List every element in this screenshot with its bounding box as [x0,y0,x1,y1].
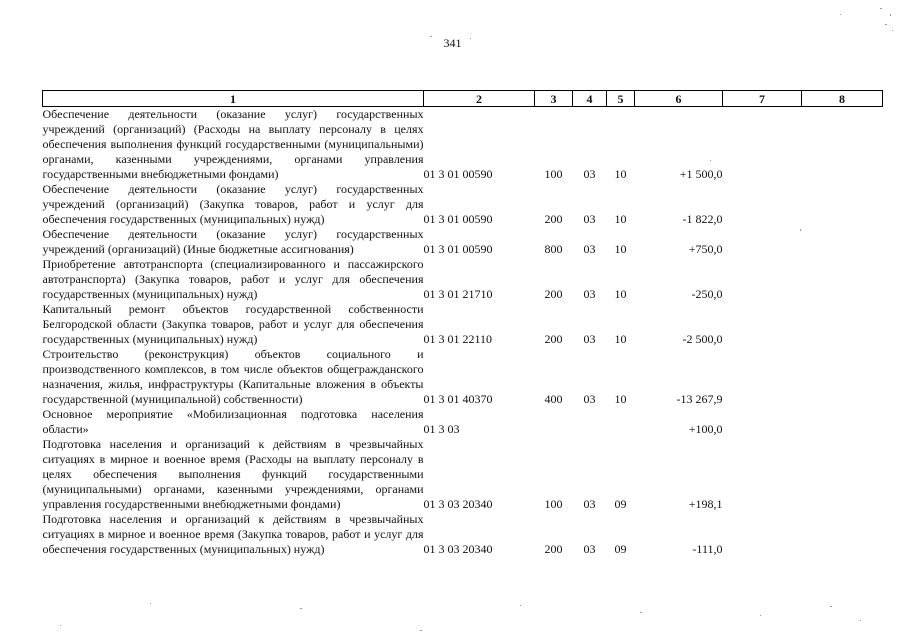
row-subsection: 09 [614,497,627,511]
row-amount: -1 822,0 [682,212,723,226]
row-expense-type: 800 [544,242,563,256]
row-name: Подготовка населения и организаций к действиям в чрезвычайных ситуациях в мирное и военное время (Расходы на выплату персоналу в целях обеспечения выполнения функций государственными (муниципальными) органами, казенными учреждениями, органами управления государственными внебюджетными фондами) [42,437,424,511]
header-col-5: 5 [607,91,635,107]
row-expense-type: 200 [544,212,563,226]
row-code: 01 3 03 20340 [423,542,493,556]
row-expense-type: 100 [544,167,563,181]
header-col-6: 6 [635,91,723,107]
row-col-7 [723,347,802,407]
row-code: 01 3 03 20340 [423,497,493,511]
row-name: Подготовка населения и организаций к действиям в чрезвычайных ситуациях в мирное и военное время (Закупка товаров, работ и услуг для обеспечения государственных (муниципальных) нужд) [42,512,424,556]
row-col-7 [723,302,802,347]
row-col-8 [802,512,883,557]
row-amount: +1 500,0 [679,167,723,181]
table-row [43,107,883,183]
row-code: 01 3 01 00590 [423,242,493,256]
row-code: 01 3 01 00590 [423,212,493,226]
header-col-3: 3 [535,91,573,107]
row-amount: -13 267,9 [676,392,723,406]
row-subsection: 10 [614,332,627,346]
row-name: Обеспечение деятельности (оказание услуг) государственных учреждений (организаций) (Расходы на выплату персоналу в целях обеспечения выполнения функций государственными (муниципальными) органами, казенными учреждениями, органами управления государственными внебюджетными фондами) [42,107,424,181]
row-code: 01 3 03 [423,422,460,436]
row-col-8 [802,182,883,227]
row-code: 01 3 01 21710 [423,287,493,301]
row-section: 03 [583,332,596,346]
row-subsection: 10 [614,392,627,406]
row-col-8 [802,407,883,437]
row-amount: -2 500,0 [682,332,723,346]
header-col-1: 1 [43,91,424,107]
row-section: 03 [583,242,596,256]
row-section: 03 [583,497,596,511]
row-expense-type: 100 [544,497,563,511]
row-subsection: 10 [614,167,627,181]
row-section [573,407,607,437]
row-col-7 [723,227,802,257]
row-amount: +750,0 [688,242,723,256]
row-col-8 [802,107,883,183]
table-row [43,407,883,437]
row-col-7 [723,437,802,512]
row-section: 03 [583,287,596,301]
row-name: Капитальный ремонт объектов государственной собственности Белгородской области (Закупка товаров, работ и услуг для обеспечения государственных (муниципальных) нужд) [42,302,424,346]
row-section: 03 [583,542,596,556]
header-row [43,91,883,107]
row-expense-type: 400 [544,392,563,406]
row-expense-type: 200 [544,542,563,556]
row-code: 01 3 01 22110 [423,332,493,346]
row-col-7 [723,107,802,183]
row-col-7 [723,407,802,437]
row-expense-type [535,407,573,437]
table-row [43,257,883,302]
row-section: 03 [583,392,596,406]
row-name: Строительство (реконструкция) объектов социального и производственного комплексов, в том числе объектов общегражданского назначения, жилья, инфраструктуры (Капитальные вложения в объекты государственной (муниципальной) собственности) [42,347,424,406]
header-col-7: 7 [723,91,802,107]
row-amount: -111,0 [692,542,723,556]
row-section: 03 [583,212,596,226]
row-col-7 [723,182,802,227]
row-subsection: 10 [614,212,627,226]
row-code: 01 3 01 40370 [423,392,493,406]
row-col-7 [723,512,802,557]
table-row [43,437,883,512]
row-amount: +100,0 [688,422,723,436]
row-code: 01 3 01 00590 [423,167,493,181]
row-name: Обеспечение деятельности (оказание услуг) государственных учреждений (организаций) (Закупка товаров, работ и услуг для обеспечения государственных (муниципальных) нужд) [42,182,424,226]
row-subsection: 10 [614,242,627,256]
row-col-8 [802,302,883,347]
row-subsection [607,407,635,437]
row-amount: +198,1 [688,497,723,511]
row-col-8 [802,347,883,407]
table-row [43,182,883,227]
row-expense-type: 200 [544,287,563,301]
budget-table [42,90,883,557]
page-number: 341 [443,36,462,50]
table-row [43,512,883,557]
table-row [43,347,883,407]
table-row [43,227,883,257]
row-col-7 [723,257,802,302]
row-name: Обеспечение деятельности (оказание услуг) государственных учреждений (организаций) (Иные бюджетные ассигнования) [42,227,424,256]
row-section: 03 [583,167,596,181]
header-col-4: 4 [573,91,607,107]
row-expense-type: 200 [544,332,563,346]
row-col-8 [802,257,883,302]
row-subsection: 09 [614,542,627,556]
row-name: Основное мероприятие «Мобилизационная подготовка населения области» [42,407,424,436]
table-row [43,302,883,347]
row-name: Приобретение автотранспорта (специализированного и пассажирского автотранспорта) (Закупка товаров, работ и услуг для обеспечения государственных (муниципальных) нужд) [42,257,424,301]
row-col-8 [802,227,883,257]
header-col-2: 2 [424,91,535,107]
header-col-8: 8 [802,91,883,107]
row-amount: -250,0 [691,287,723,301]
row-col-8 [802,437,883,512]
row-subsection: 10 [614,287,627,301]
